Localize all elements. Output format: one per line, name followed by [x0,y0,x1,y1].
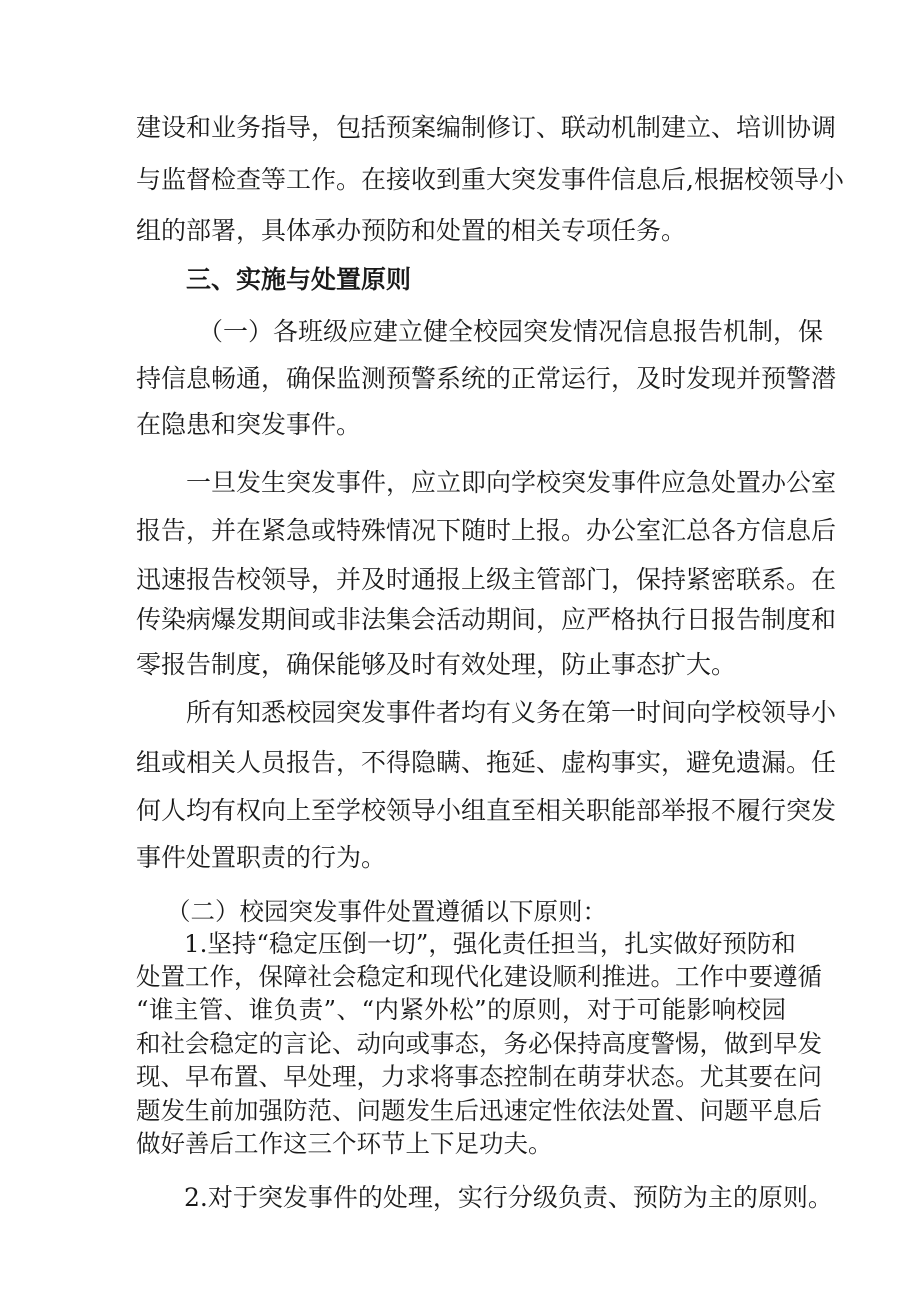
text-line: 和社会稳定的言论、动向或事态，务必保持高度警惕，做到早发 [136,1029,822,1058]
text-line: “谁主管、谁负责”、“内紧外松”的原则，对于可能影响校园 [136,995,786,1024]
text-line: 迅速报告校领导，并及时通报上级主管部门，保持紧密联系。在 [136,565,837,594]
text-line: 组的部署，具体承办预防和处置的相关专项任务。 [136,216,687,245]
text-line: 在隐患和突发事件。 [136,410,362,439]
text-line: 所有知悉校园突发事件者均有义务在第一时间向学校领导小 [186,698,837,727]
text-line: 现、早布置、早处理，力求将事态控制在萌芽状态。尤其要在问 [136,1062,822,1091]
text-line: 组或相关人员报告，不得隐瞒、拖延、虚构事实，避免遗漏。任 [136,748,837,777]
text-line: 事件处置职责的行为。 [136,843,387,872]
text-line: （一）各班级应建立健全校园突发情况信息报告机制，保 [198,317,824,346]
subsection-heading: （二）校园突发事件处置遵循以下原则： [166,897,607,926]
text-line: 1.坚持“稳定压倒一切”，强化责任担当，扎实做好预防和 [184,929,796,958]
text-line: 2.对于突发事件的处理，实行分级负责、预防为主的原则。 [184,1183,833,1212]
text-line: 与监督检查等工作。在接收到重大突发事件信息后,根据校领导小 [136,165,844,194]
text-line: 处置工作，保障社会稳定和现代化建设顺利推进。工作中要遵循 [136,962,822,991]
text-line: 做好善后工作这三个环节上下足功夫。 [136,1129,553,1158]
text-line: 一旦发生突发事件，应立即向学校突发事件应急处置办公室 [186,468,837,497]
text-line: 报告，并在紧急或特殊情况下随时上报。办公室汇总各方信息后 [136,516,837,545]
text-line: 何人均有权向上至学校领导小组直至相关职能部举报不履行突发 [136,796,837,825]
text-line: 零报告制度，确保能够及时有效处理，防止事态扩大。 [136,650,737,679]
text-line: 题发生前加强防范、问题发生后迅速定性依法处置、问题平息后 [136,1096,822,1125]
text-line: 建设和业务指导，包括预案编制修订、联动机制建立、培训协调 [136,113,837,142]
section-heading: 三、实施与处置原则 [186,265,412,294]
text-line: 持信息畅通，确保监测预警系统的正常运行，及时发现并预警潜 [136,364,837,393]
text-line: 传染病爆发期间或非法集会活动期间，应严格执行日报告制度和 [136,605,837,634]
